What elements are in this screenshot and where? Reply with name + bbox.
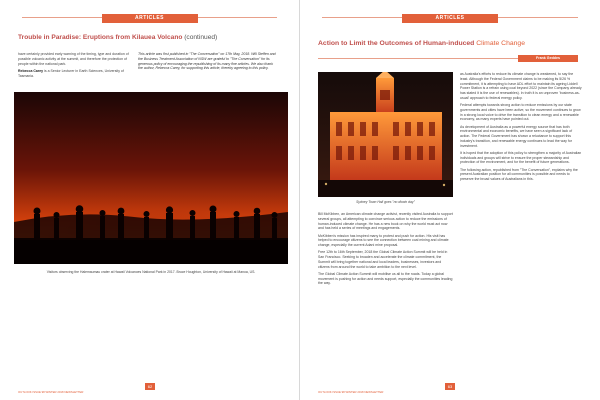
author-name: Frank Geddes	[518, 55, 578, 62]
page-number: 63	[445, 383, 455, 390]
republish-note: This article was first published in "The Conversation" on 17th May, 2018. Will Steffen and the Business Treatment Association of NSW are grateful to "The Conversation" for its generous policy of encouraging the republishing of its many fine articles. We also thank the author, Rebecca Carey, for supporting this article, thereby agreeing to this policy.	[138, 52, 276, 71]
author-bar	[318, 55, 578, 61]
body-paragraph: Federal attempts towards strong action to reduce emissions by our state governments and cities have been active, so the movement continues to grow in a strong local voice to drive the transition to clean energy and a renewable economy, as many experts have pointed out.	[460, 103, 581, 122]
author-note: Rebecca Carey is a Senior Lecturer in Earth Sciences, University of Tasmania.	[18, 69, 124, 79]
town-hall-photo	[318, 72, 453, 197]
photo-caption: Visitors observing the Halemaumau crater at Hawaii Volcanoes National Park in 2017. Bruce Houghton, University of Hawaii at Manoa, US.	[46, 270, 256, 274]
volcano-photo	[14, 92, 288, 264]
article-title: Action to Limit the Outcomes of Human-induced Climate Change	[318, 40, 525, 47]
right-page	[300, 0, 600, 400]
body-paragraph: It is hoped that the adoption of this policy to strengthen a majority of Australian individuals and groups will strive to ensure the proper stewardship and protection of the environment, and for the benefit of future generations.	[460, 150, 582, 165]
body-paragraph: The following action, republished from "The Conversation", explains why the present Australian position for all communities is possible and needs to preserve the broad values of Australians in this.	[460, 167, 578, 181]
article-column-right	[460, 72, 582, 184]
body-paragraph: as Australia's efforts to reduce its climate change is weakened, to say the least. Although the Federal Government claims to be making its 5/26 % commitment, it is attempting to have ADL effort to maintain its ageing Liddell Power Station is a refrain using coal beyond 2022 (since the Company already has stated it is the use of renewables). In truth it is an unproven 'business-as-usual' approach to federal energy policy.	[460, 72, 582, 100]
article-title: Trouble in Paradise: Eruptions from Kilauea Volcano (continued)	[18, 34, 218, 41]
section-tab: ARTICLES	[102, 14, 198, 23]
page-footer: OUTLOOK ISSUE 98 WINTER 2018 NEWSLETTER	[18, 390, 84, 394]
body-paragraph: The Global Climate Action Summit will mobilise us all to the roads. Today a global movement is pushing for action and needs support, especially the communities leading the way.	[318, 271, 453, 286]
article-body-column	[18, 52, 130, 82]
right-section-header	[300, 14, 600, 22]
article-column-left	[318, 212, 453, 289]
left-section-header	[0, 14, 299, 22]
section-tab: ARTICLES	[402, 14, 498, 23]
body-paragraph: Bill McKibben, an American climate change activist, recently visited Australia to support several groups, all attempting to convince serious action to reduce the emissions of human-induced climate change. He has a new book on why the world must act now and has held a series of meetings and engagements.	[318, 212, 453, 231]
photo-caption: Sydney Town Hall goes "no dioxin day"	[356, 200, 415, 204]
body-paragraph: have certainly provided early warning of the timing, type and duration of possible volcanic activity at the summit, and therefore the protection of people within the national park.	[18, 52, 129, 66]
page-footer: OUTLOOK ISSUE 98 WINTER 2018 NEWSLETTER	[318, 390, 384, 394]
body-paragraph: Free 12th to 16th September, 2018 the Global Climate Action Summit will be held in San Francisco. Seeking to broaden and accelerate the climate commitment, the Summit will bring together national and local leaders, businesses, investors and citizens from around the world to take ambition to the next level.	[318, 250, 448, 269]
body-paragraph: As development of Australia as a powerful energy source that has both environmental and economic benefits, we have seen a significant lack of action. The Federal Government has shown a reluctance to support this industry's transition, and renewable energy continues to lead the way for investment.	[460, 124, 573, 148]
page-number: 62	[145, 383, 155, 390]
body-paragraph: McKibben's mission has inspired many to protest and push for action. His visit has helped to encourage citizens to see the connection between coal mining and climate change, especially the current Adani mine proposal.	[318, 233, 449, 247]
